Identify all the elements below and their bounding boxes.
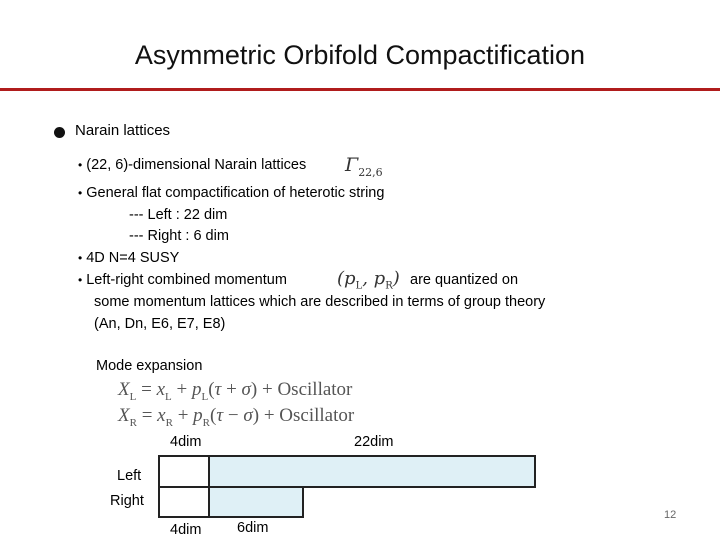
bullet-icon: • bbox=[78, 273, 83, 287]
momentum-pair-symbol: ($p_L$, $p_R$) bbox=[337, 268, 400, 292]
sub-bullet-4-text-b: are quantized on bbox=[410, 272, 519, 288]
mode-expansion-label: Mode expansion bbox=[96, 358, 203, 374]
sub-bullet-3 bbox=[78, 250, 179, 266]
diagram-row-label-left: Left bbox=[117, 468, 142, 484]
bullet-icon: • bbox=[78, 186, 83, 200]
sub-bullet-4-text-a: Left-right combined momentum bbox=[86, 272, 287, 288]
sub-bullet-4-line3: (An, Dn, E6, E7, E8) bbox=[94, 316, 226, 332]
mode-expansion-eq-left: $X_L = x_L + p_L(\tau + \sigma)$ + Oscillator bbox=[118, 379, 353, 403]
sub-bullet-1-text: (22, 6)-dimensional Narain lattices bbox=[86, 157, 307, 173]
slide-title: Asymmetric Orbifold Compactification bbox=[134, 40, 586, 70]
diagram-bottom-label-6dim: 6dim bbox=[237, 520, 269, 536]
right-dim-line: --- Right : 6 dim bbox=[129, 228, 229, 244]
sub-bullet-4 bbox=[78, 272, 287, 288]
bullet-icon: • bbox=[78, 158, 83, 172]
diagram-row-label-right: Right bbox=[110, 493, 144, 509]
page-number: 12 bbox=[664, 509, 677, 521]
bullet-icon: • bbox=[78, 251, 83, 265]
main-bullet-text: Narain lattices bbox=[75, 122, 171, 139]
diagram-bottom-label-4dim: 4dim bbox=[170, 522, 202, 538]
left-dim-line: --- Left : 22 dim bbox=[129, 207, 228, 223]
sub-bullet-4-line2: some momentum lattices which are described in terms of group theory bbox=[94, 294, 546, 310]
right-4dim-cell bbox=[158, 486, 210, 518]
title-rule bbox=[0, 88, 720, 91]
sub-bullet-2 bbox=[78, 185, 384, 201]
sub-bullet-1 bbox=[78, 157, 306, 173]
right-6dim-cell bbox=[208, 486, 304, 518]
diagram-top-label-22dim: 22dim bbox=[354, 434, 394, 450]
gamma-lattice-symbol: $\Gamma_{22,6}$ bbox=[345, 154, 383, 179]
left-4dim-cell bbox=[158, 455, 210, 488]
sub-bullet-2-text: General flat compactification of heterotic string bbox=[86, 185, 385, 201]
sub-bullet-3-text: 4D N=4 SUSY bbox=[86, 250, 180, 266]
left-22dim-cell bbox=[208, 455, 536, 488]
main-bullet-icon bbox=[54, 127, 65, 138]
mode-expansion-eq-right: $X_R = x_R + p_R(\tau - \sigma)$ + Oscillator bbox=[118, 405, 355, 429]
diagram-top-label-4dim: 4dim bbox=[170, 434, 202, 450]
